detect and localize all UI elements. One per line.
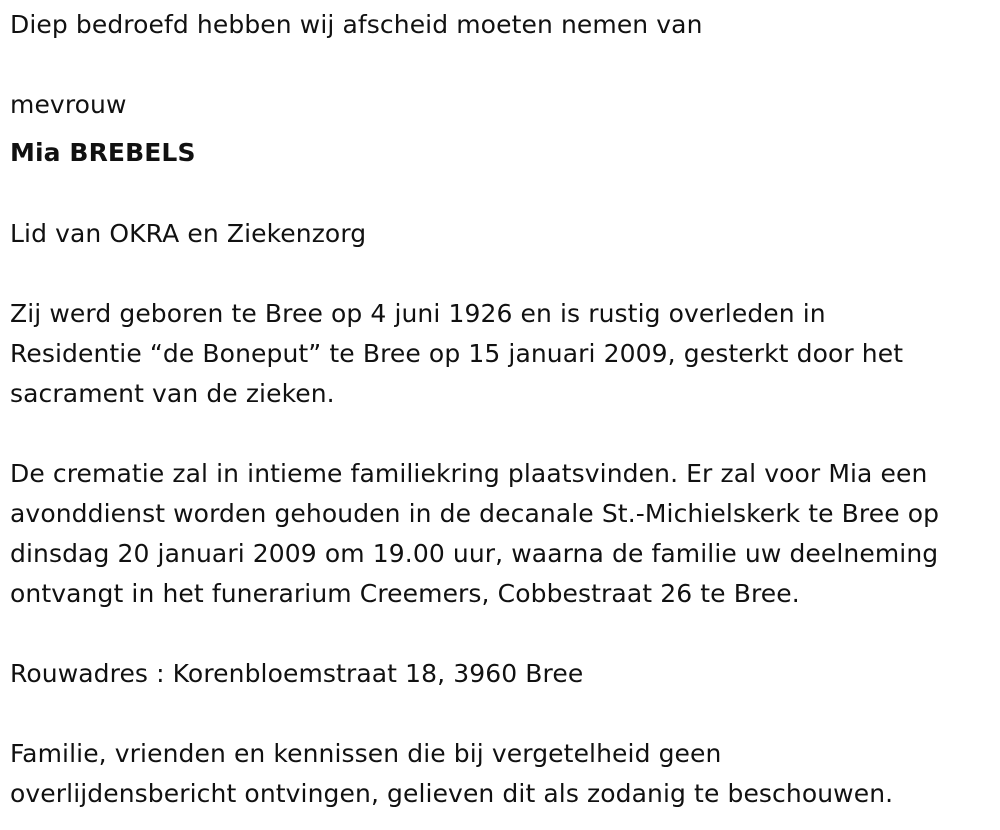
mourning-address: Rouwadres : Korenbloemstraat 18, 3960 Bree (10, 659, 584, 688)
paragraph-line: overlijdensbericht ontvingen, gelieven dit als zodanig te beschouwen. (10, 779, 894, 808)
paragraph-line: Zij werd geboren te Bree op 4 juni 1926 en is rustig overleden in (10, 299, 826, 328)
paragraph-line: avonddienst worden gehouden in de decanale St.-Michielskerk te Bree op (10, 499, 940, 528)
paragraph-line: Residentie “de Boneput” te Bree op 15 januari 2009, gesterkt door het (10, 339, 904, 368)
paragraph-line: Familie, vrienden en kennissen die bij vergetelheid geen (10, 739, 722, 768)
paragraph-line: De crematie zal in intieme familiekring plaatsvinden. Er zal voor Mia een (10, 459, 928, 488)
deceased-name: Mia BREBELS (10, 138, 196, 167)
paragraph-line: dinsdag 20 januari 2009 om 19.00 uur, waarna de familie uw deelneming (10, 539, 939, 568)
paragraph-line: ontvangt in het funerarium Creemers, Cobbestraat 26 te Bree. (10, 579, 800, 608)
intro-text: Diep bedroefd hebben wij afscheid moeten nemen van (10, 10, 703, 39)
honorific: mevrouw (10, 90, 127, 119)
membership-text: Lid van OKRA en Ziekenzorg (10, 219, 367, 248)
paragraph-line: sacrament van de zieken. (10, 379, 335, 408)
